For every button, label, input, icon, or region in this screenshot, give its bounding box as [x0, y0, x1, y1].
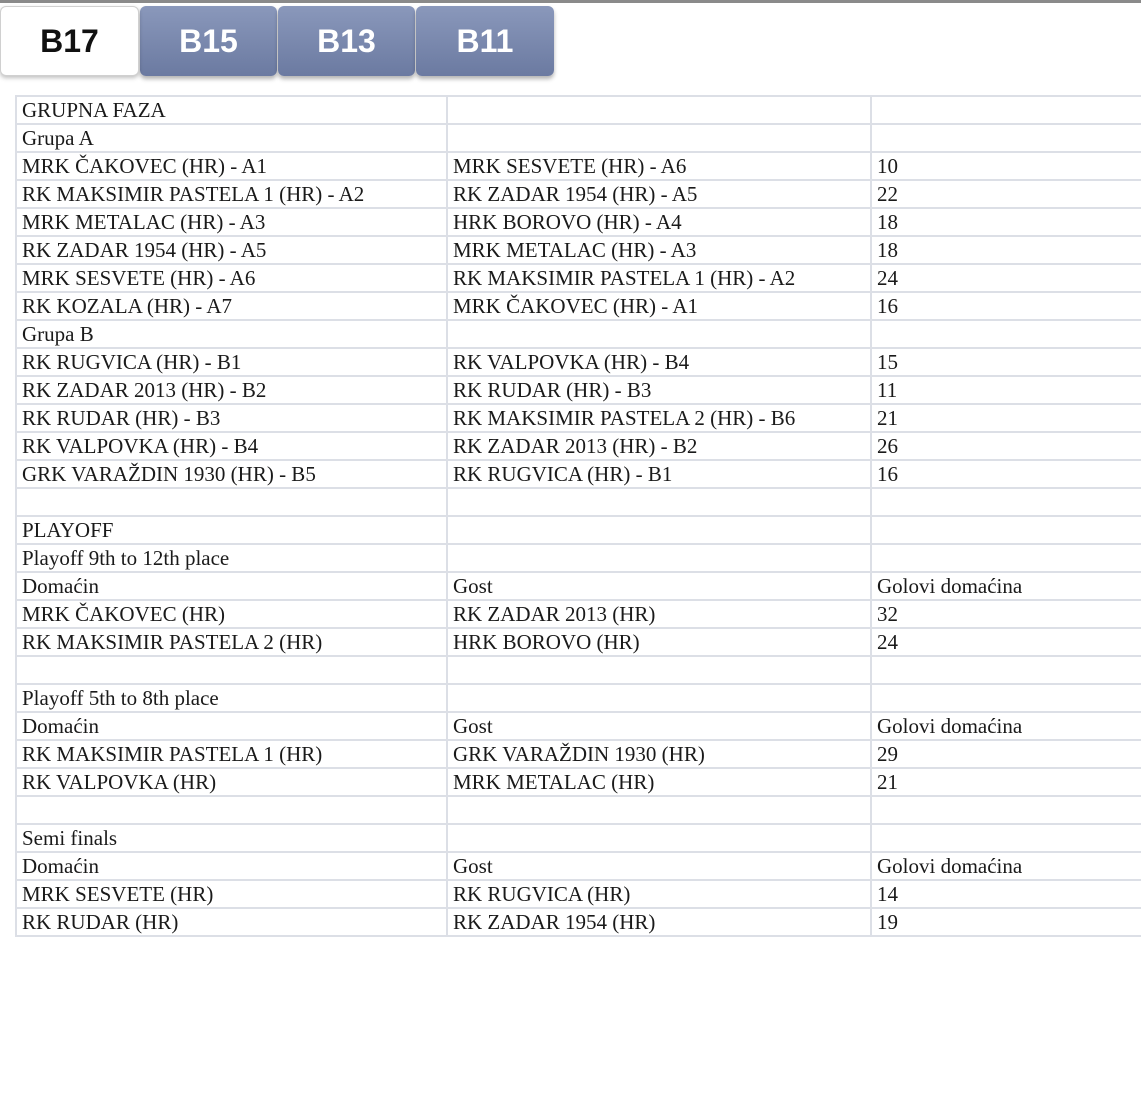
- cell-goals: 22: [871, 180, 1141, 208]
- table-row: [16, 292, 1141, 320]
- tab-b17[interactable]: B17: [0, 6, 139, 76]
- cell-goals: [871, 796, 1141, 824]
- cell-away: Gost: [447, 852, 871, 880]
- cell-home: RK VALPOVKA (HR) - B4: [16, 432, 447, 460]
- cell-away: [447, 488, 871, 516]
- cell-home: MRK ČAKOVEC (HR): [16, 600, 447, 628]
- table-row: [16, 404, 1141, 432]
- cell-home: Domaćin: [16, 572, 447, 600]
- table-row: [16, 824, 1141, 852]
- table-row: [16, 600, 1141, 628]
- cell-home: MRK ČAKOVEC (HR) - A1: [16, 152, 447, 180]
- table-row: [16, 516, 1141, 544]
- cell-home: RK MAKSIMIR PASTELA 1 (HR) - A2: [16, 180, 447, 208]
- cell-goals: 11: [871, 376, 1141, 404]
- cell-goals: 24: [871, 264, 1141, 292]
- table-row: [16, 264, 1141, 292]
- cell-away: MRK SESVETE (HR) - A6: [447, 152, 871, 180]
- cell-goals: Golovi domaćina: [871, 852, 1141, 880]
- table-row: [16, 236, 1141, 264]
- cell-home: MRK SESVETE (HR) - A6: [16, 264, 447, 292]
- cell-away: Gost: [447, 572, 871, 600]
- cell-away: RK ZADAR 1954 (HR): [447, 908, 871, 936]
- table-row: [16, 320, 1141, 348]
- cell-home: MRK METALAC (HR) - A3: [16, 208, 447, 236]
- cell-home: Semi finals: [16, 824, 447, 852]
- table-row: [16, 460, 1141, 488]
- table-row: [16, 432, 1141, 460]
- cell-away: RK RUDAR (HR) - B3: [447, 376, 871, 404]
- table-row: [16, 96, 1141, 124]
- cell-away: [447, 124, 871, 152]
- cell-away: MRK ČAKOVEC (HR) - A1: [447, 292, 871, 320]
- cell-goals: 29: [871, 740, 1141, 768]
- cell-home: RK ZADAR 1954 (HR) - A5: [16, 236, 447, 264]
- cell-goals: [871, 684, 1141, 712]
- cell-away: RK ZADAR 1954 (HR) - A5: [447, 180, 871, 208]
- cell-away: [447, 320, 871, 348]
- cell-away: MRK METALAC (HR): [447, 768, 871, 796]
- cell-goals: Golovi domaćina: [871, 712, 1141, 740]
- cell-goals: [871, 656, 1141, 684]
- cell-away: [447, 656, 871, 684]
- table-row: [16, 628, 1141, 656]
- table-row: [16, 768, 1141, 796]
- table-row: [16, 908, 1141, 936]
- cell-away: RK ZADAR 2013 (HR) - B2: [447, 432, 871, 460]
- cell-goals: 32: [871, 600, 1141, 628]
- cell-goals: 21: [871, 768, 1141, 796]
- cell-home: GRUPNA FAZA: [16, 96, 447, 124]
- table-row: [16, 376, 1141, 404]
- cell-home: RK MAKSIMIR PASTELA 1 (HR): [16, 740, 447, 768]
- cell-away: RK ZADAR 2013 (HR): [447, 600, 871, 628]
- cell-home: RK MAKSIMIR PASTELA 2 (HR): [16, 628, 447, 656]
- table-row: [16, 712, 1141, 740]
- cell-away: [447, 684, 871, 712]
- cell-away: RK MAKSIMIR PASTELA 2 (HR) - B6: [447, 404, 871, 432]
- cell-home: [16, 796, 447, 824]
- table-row: [16, 124, 1141, 152]
- cell-away: RK MAKSIMIR PASTELA 1 (HR) - A2: [447, 264, 871, 292]
- table-row: [16, 544, 1141, 572]
- cell-home: Grupa B: [16, 320, 447, 348]
- cell-goals: [871, 124, 1141, 152]
- cell-goals: 14: [871, 880, 1141, 908]
- cell-goals: [871, 516, 1141, 544]
- cell-goals: Golovi domaćina: [871, 572, 1141, 600]
- cell-goals: 15: [871, 348, 1141, 376]
- cell-home: [16, 656, 447, 684]
- cell-away: [447, 796, 871, 824]
- cell-home: RK RUGVICA (HR) - B1: [16, 348, 447, 376]
- cell-home: RK VALPOVKA (HR): [16, 768, 447, 796]
- cell-away: [447, 516, 871, 544]
- table-row: [16, 488, 1141, 516]
- cell-home: PLAYOFF: [16, 516, 447, 544]
- tab-b15[interactable]: B15: [140, 6, 277, 76]
- cell-home: [16, 488, 447, 516]
- cell-goals: [871, 96, 1141, 124]
- cell-away: MRK METALAC (HR) - A3: [447, 236, 871, 264]
- results-table-body: [16, 96, 1141, 936]
- cell-home: Playoff 9th to 12th place: [16, 544, 447, 572]
- cell-away: [447, 544, 871, 572]
- cell-goals: [871, 544, 1141, 572]
- cell-home: Domaćin: [16, 852, 447, 880]
- cell-home: GRK VARAŽDIN 1930 (HR) - B5: [16, 460, 447, 488]
- cell-goals: 18: [871, 208, 1141, 236]
- table-row: [16, 152, 1141, 180]
- cell-away: HRK BOROVO (HR) - A4: [447, 208, 871, 236]
- table-row: [16, 684, 1141, 712]
- table-row: [16, 656, 1141, 684]
- cell-goals: [871, 320, 1141, 348]
- cell-away: [447, 96, 871, 124]
- cell-away: RK RUGVICA (HR): [447, 880, 871, 908]
- cell-home: RK RUDAR (HR) - B3: [16, 404, 447, 432]
- tab-bar: [0, 3, 1141, 78]
- cell-home: RK KOZALA (HR) - A7: [16, 292, 447, 320]
- table-row: [16, 796, 1141, 824]
- tab-b11[interactable]: B11: [416, 6, 554, 76]
- cell-home: MRK SESVETE (HR): [16, 880, 447, 908]
- table-row: [16, 348, 1141, 376]
- cell-goals: 18: [871, 236, 1141, 264]
- cell-goals: 26: [871, 432, 1141, 460]
- table-row: [16, 208, 1141, 236]
- cell-away: Gost: [447, 712, 871, 740]
- cell-home: RK ZADAR 2013 (HR) - B2: [16, 376, 447, 404]
- table-row: [16, 180, 1141, 208]
- cell-home: Grupa A: [16, 124, 447, 152]
- cell-goals: 24: [871, 628, 1141, 656]
- cell-goals: 16: [871, 460, 1141, 488]
- table-row: [16, 572, 1141, 600]
- cell-away: RK RUGVICA (HR) - B1: [447, 460, 871, 488]
- cell-goals: 16: [871, 292, 1141, 320]
- cell-away: RK VALPOVKA (HR) - B4: [447, 348, 871, 376]
- table-row: [16, 740, 1141, 768]
- cell-away: HRK BOROVO (HR): [447, 628, 871, 656]
- results-table: [15, 95, 1141, 937]
- cell-goals: [871, 824, 1141, 852]
- cell-goals: [871, 488, 1141, 516]
- tab-b13[interactable]: B13: [278, 6, 415, 76]
- cell-away: [447, 824, 871, 852]
- cell-away: GRK VARAŽDIN 1930 (HR): [447, 740, 871, 768]
- cell-goals: 10: [871, 152, 1141, 180]
- cell-goals: 21: [871, 404, 1141, 432]
- cell-home: Domaćin: [16, 712, 447, 740]
- cell-goals: 19: [871, 908, 1141, 936]
- table-row: [16, 852, 1141, 880]
- table-row: [16, 880, 1141, 908]
- cell-home: Playoff 5th to 8th place: [16, 684, 447, 712]
- cell-home: RK RUDAR (HR): [16, 908, 447, 936]
